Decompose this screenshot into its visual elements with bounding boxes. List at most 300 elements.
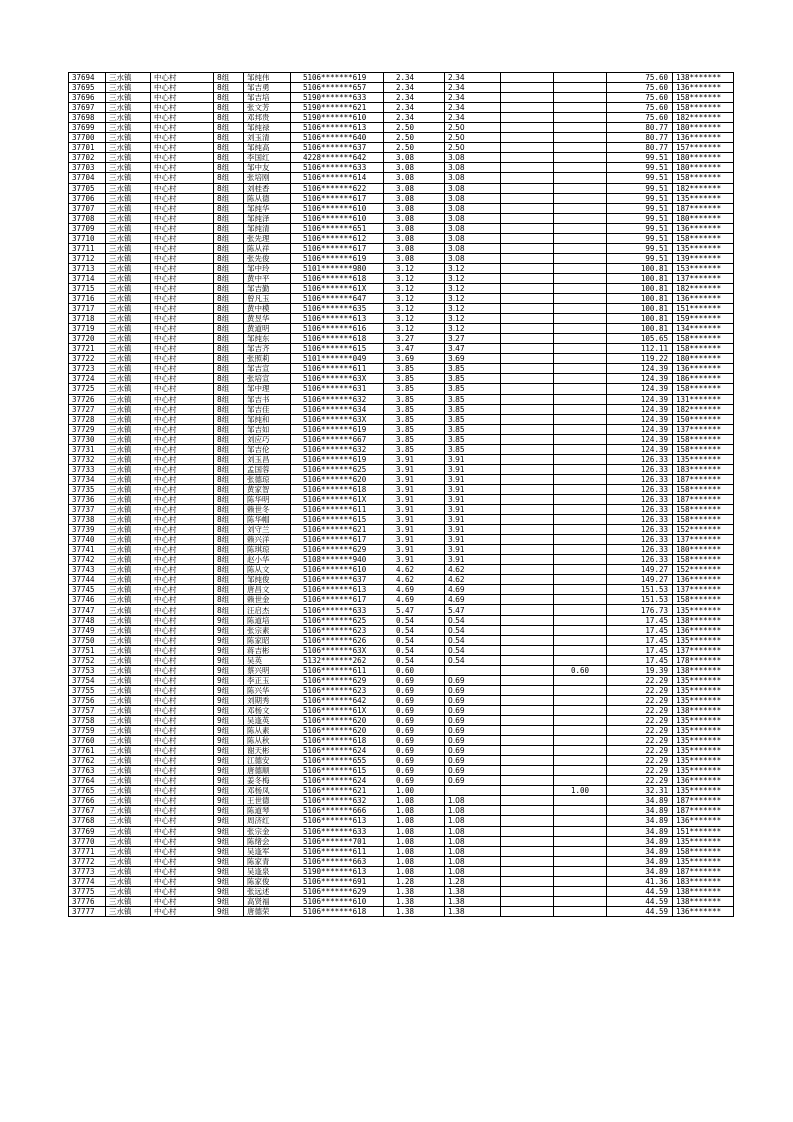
blank-cell bbox=[501, 133, 554, 143]
name-cell: 邹吉勇 bbox=[244, 83, 291, 93]
area1-cell: 1.08 bbox=[384, 866, 445, 876]
table-row bbox=[69, 113, 734, 123]
id-number-cell: 5106*******620 bbox=[291, 474, 384, 484]
extra-area-cell bbox=[554, 876, 607, 886]
extra-area-cell bbox=[554, 605, 607, 615]
phone-cell: 152******* bbox=[673, 565, 734, 575]
group-cell: 9组 bbox=[214, 836, 244, 846]
area1-cell: 3.85 bbox=[384, 424, 445, 434]
town-cell: 三水镇 bbox=[106, 906, 151, 916]
phone-cell: 152******* bbox=[673, 525, 734, 535]
town-cell: 三水镇 bbox=[106, 304, 151, 314]
area1-cell: 2.50 bbox=[384, 143, 445, 153]
area2-cell: 1.38 bbox=[445, 906, 501, 916]
village-cell: 中心村 bbox=[151, 324, 214, 334]
table-row bbox=[69, 535, 734, 545]
table-row bbox=[69, 344, 734, 354]
phone-cell: 138******* bbox=[673, 886, 734, 896]
table-row bbox=[69, 716, 734, 726]
phone-cell: 138******* bbox=[673, 705, 734, 715]
area1-cell: 3.08 bbox=[384, 233, 445, 243]
area2-cell bbox=[445, 786, 501, 796]
phone-cell: 158******* bbox=[673, 505, 734, 515]
village-cell: 中心村 bbox=[151, 123, 214, 133]
table-row bbox=[69, 143, 734, 153]
table-row bbox=[69, 283, 734, 293]
town-cell: 三水镇 bbox=[106, 565, 151, 575]
phone-cell: 135******* bbox=[673, 756, 734, 766]
row-number-cell: 37747 bbox=[69, 605, 106, 615]
area2-cell: 3.12 bbox=[445, 263, 501, 273]
town-cell: 三水镇 bbox=[106, 615, 151, 625]
village-cell: 中心村 bbox=[151, 746, 214, 756]
phone-cell: 135******* bbox=[673, 454, 734, 464]
row-number-cell: 37726 bbox=[69, 394, 106, 404]
id-number-cell: 5106*******667 bbox=[291, 434, 384, 444]
amount-cell: 126.33 bbox=[607, 474, 673, 484]
blank-cell bbox=[501, 384, 554, 394]
area1-cell: 1.08 bbox=[384, 816, 445, 826]
area1-cell: 0.69 bbox=[384, 675, 445, 685]
phone-cell: 135******* bbox=[673, 675, 734, 685]
village-cell: 中心村 bbox=[151, 515, 214, 525]
town-cell: 三水镇 bbox=[106, 736, 151, 746]
village-cell: 中心村 bbox=[151, 404, 214, 414]
phone-cell: 135******* bbox=[673, 685, 734, 695]
row-number-cell: 37760 bbox=[69, 736, 106, 746]
phone-cell: 135******* bbox=[673, 766, 734, 776]
amount-cell: 126.33 bbox=[607, 525, 673, 535]
table-row bbox=[69, 625, 734, 635]
phone-cell: 135******* bbox=[673, 193, 734, 203]
name-cell: 陈琪琼 bbox=[244, 545, 291, 555]
blank-cell bbox=[501, 173, 554, 183]
village-cell: 中心村 bbox=[151, 525, 214, 535]
id-number-cell: 5106*******613 bbox=[291, 816, 384, 826]
village-cell: 中心村 bbox=[151, 203, 214, 213]
blank-cell bbox=[501, 675, 554, 685]
town-cell: 三水镇 bbox=[106, 364, 151, 374]
name-cell: 赖世冬 bbox=[244, 505, 291, 515]
table-row bbox=[69, 826, 734, 836]
table-row bbox=[69, 565, 734, 575]
town-cell: 三水镇 bbox=[106, 153, 151, 163]
phone-cell: 150******* bbox=[673, 414, 734, 424]
row-number-cell: 37711 bbox=[69, 243, 106, 253]
name-cell: 邹纯清 bbox=[244, 223, 291, 233]
group-cell: 9组 bbox=[214, 705, 244, 715]
amount-cell: 99.51 bbox=[607, 183, 673, 193]
area1-cell: 2.50 bbox=[384, 123, 445, 133]
village-cell: 中心村 bbox=[151, 273, 214, 283]
area1-cell: 1.28 bbox=[384, 876, 445, 886]
extra-area-cell bbox=[554, 675, 607, 685]
village-cell: 中心村 bbox=[151, 575, 214, 585]
blank-cell bbox=[501, 394, 554, 404]
extra-area-cell bbox=[554, 645, 607, 655]
row-number-cell: 37697 bbox=[69, 103, 106, 113]
blank-cell bbox=[501, 324, 554, 334]
extra-area-cell bbox=[554, 283, 607, 293]
group-cell: 8组 bbox=[214, 444, 244, 454]
id-number-cell: 5106*******624 bbox=[291, 776, 384, 786]
row-number-cell: 37719 bbox=[69, 324, 106, 334]
id-number-cell: 5106*******616 bbox=[291, 324, 384, 334]
phone-cell: 183******* bbox=[673, 464, 734, 474]
village-cell: 中心村 bbox=[151, 374, 214, 384]
table-row bbox=[69, 314, 734, 324]
area2-cell: 3.08 bbox=[445, 183, 501, 193]
extra-area-cell bbox=[554, 253, 607, 263]
table-row bbox=[69, 685, 734, 695]
area2-cell: 3.08 bbox=[445, 193, 501, 203]
row-number-cell: 37695 bbox=[69, 83, 106, 93]
phone-cell: 187******* bbox=[673, 806, 734, 816]
town-cell: 三水镇 bbox=[106, 665, 151, 675]
blank-cell bbox=[501, 615, 554, 625]
id-number-cell: 5106*******617 bbox=[291, 595, 384, 605]
row-number-cell: 37735 bbox=[69, 484, 106, 494]
id-number-cell: 5106*******63X bbox=[291, 374, 384, 384]
table-row bbox=[69, 103, 734, 113]
extra-area-cell bbox=[554, 263, 607, 273]
area1-cell: 3.12 bbox=[384, 314, 445, 324]
village-cell: 中心村 bbox=[151, 304, 214, 314]
amount-cell: 149.27 bbox=[607, 565, 673, 575]
blank-cell bbox=[501, 474, 554, 484]
area2-cell: 3.12 bbox=[445, 294, 501, 304]
town-cell: 三水镇 bbox=[106, 515, 151, 525]
village-cell: 中心村 bbox=[151, 314, 214, 324]
phone-cell: 180******* bbox=[673, 163, 734, 173]
group-cell: 8组 bbox=[214, 515, 244, 525]
table-row bbox=[69, 233, 734, 243]
town-cell: 三水镇 bbox=[106, 585, 151, 595]
phone-cell: 158******* bbox=[673, 344, 734, 354]
area2-cell: 0.54 bbox=[445, 655, 501, 665]
extra-area-cell: 0.60 bbox=[554, 665, 607, 675]
phone-cell: 139******* bbox=[673, 253, 734, 263]
area1-cell: 0.69 bbox=[384, 716, 445, 726]
extra-area-cell bbox=[554, 133, 607, 143]
blank-cell bbox=[501, 314, 554, 324]
area1-cell: 3.08 bbox=[384, 183, 445, 193]
village-cell: 中心村 bbox=[151, 143, 214, 153]
id-number-cell: 5106*******635 bbox=[291, 304, 384, 314]
name-cell: 邹中友 bbox=[244, 163, 291, 173]
blank-cell bbox=[501, 836, 554, 846]
id-number-cell: 5190*******610 bbox=[291, 113, 384, 123]
row-number-cell: 37770 bbox=[69, 836, 106, 846]
town-cell: 三水镇 bbox=[106, 846, 151, 856]
row-number-cell: 37729 bbox=[69, 424, 106, 434]
id-number-cell: 5106*******626 bbox=[291, 635, 384, 645]
row-number-cell: 37769 bbox=[69, 826, 106, 836]
id-number-cell: 5106*******629 bbox=[291, 886, 384, 896]
town-cell: 三水镇 bbox=[106, 545, 151, 555]
area1-cell: 4.62 bbox=[384, 575, 445, 585]
area1-cell: 3.91 bbox=[384, 454, 445, 464]
extra-area-cell bbox=[554, 213, 607, 223]
area2-cell: 1.08 bbox=[445, 856, 501, 866]
village-cell: 中心村 bbox=[151, 886, 214, 896]
group-cell: 9组 bbox=[214, 766, 244, 776]
group-cell: 9组 bbox=[214, 695, 244, 705]
amount-cell: 99.51 bbox=[607, 163, 673, 173]
blank-cell bbox=[501, 464, 554, 474]
table-row bbox=[69, 796, 734, 806]
town-cell: 三水镇 bbox=[106, 374, 151, 384]
name-cell: 陈家青 bbox=[244, 856, 291, 866]
row-number-cell: 37754 bbox=[69, 675, 106, 685]
group-cell: 8组 bbox=[214, 83, 244, 93]
name-cell: 赖兴洋 bbox=[244, 535, 291, 545]
row-number-cell: 37765 bbox=[69, 786, 106, 796]
extra-area-cell bbox=[554, 414, 607, 424]
extra-area-cell bbox=[554, 545, 607, 555]
table-row bbox=[69, 896, 734, 906]
phone-cell: 135******* bbox=[673, 856, 734, 866]
town-cell: 三水镇 bbox=[106, 424, 151, 434]
row-number-cell: 37733 bbox=[69, 464, 106, 474]
amount-cell: 126.33 bbox=[607, 535, 673, 545]
area1-cell: 3.91 bbox=[384, 535, 445, 545]
area2-cell: 0.54 bbox=[445, 625, 501, 635]
row-number-cell: 37710 bbox=[69, 233, 106, 243]
town-cell: 三水镇 bbox=[106, 464, 151, 474]
id-number-cell: 5106*******637 bbox=[291, 143, 384, 153]
group-cell: 8组 bbox=[214, 414, 244, 424]
name-cell: 张宗金 bbox=[244, 826, 291, 836]
name-cell: 唐德顺 bbox=[244, 766, 291, 776]
town-cell: 三水镇 bbox=[106, 133, 151, 143]
table-row bbox=[69, 886, 734, 896]
town-cell: 三水镇 bbox=[106, 444, 151, 454]
area1-cell: 3.85 bbox=[384, 414, 445, 424]
id-number-cell: 5106*******612 bbox=[291, 233, 384, 243]
amount-cell: 17.45 bbox=[607, 645, 673, 655]
name-cell: 张宗素 bbox=[244, 625, 291, 635]
table-row bbox=[69, 304, 734, 314]
row-number-cell: 37699 bbox=[69, 123, 106, 133]
group-cell: 8组 bbox=[214, 133, 244, 143]
name-cell: 陈道琴 bbox=[244, 806, 291, 816]
village-cell: 中心村 bbox=[151, 484, 214, 494]
blank-cell bbox=[501, 243, 554, 253]
extra-area-cell bbox=[554, 374, 607, 384]
area2-cell: 4.62 bbox=[445, 575, 501, 585]
village-cell: 中心村 bbox=[151, 635, 214, 645]
phone-cell: 180******* bbox=[673, 545, 734, 555]
town-cell: 三水镇 bbox=[106, 334, 151, 344]
extra-area-cell bbox=[554, 816, 607, 826]
name-cell: 黄道明 bbox=[244, 324, 291, 334]
village-cell: 中心村 bbox=[151, 695, 214, 705]
blank-cell bbox=[501, 866, 554, 876]
village-cell: 中心村 bbox=[151, 705, 214, 715]
extra-area-cell bbox=[554, 685, 607, 695]
town-cell: 三水镇 bbox=[106, 263, 151, 273]
blank-cell bbox=[501, 595, 554, 605]
amount-cell: 80.77 bbox=[607, 133, 673, 143]
name-cell: 邹吉伦 bbox=[244, 444, 291, 454]
id-number-cell: 5106*******621 bbox=[291, 786, 384, 796]
area1-cell: 3.47 bbox=[384, 344, 445, 354]
area1-cell: 3.08 bbox=[384, 213, 445, 223]
town-cell: 三水镇 bbox=[106, 836, 151, 846]
extra-area-cell bbox=[554, 193, 607, 203]
table-row bbox=[69, 83, 734, 93]
phone-cell: 136******* bbox=[673, 776, 734, 786]
area1-cell: 3.08 bbox=[384, 223, 445, 233]
amount-cell: 126.33 bbox=[607, 484, 673, 494]
group-cell: 8组 bbox=[214, 223, 244, 233]
village-cell: 中心村 bbox=[151, 615, 214, 625]
row-number-cell: 37756 bbox=[69, 695, 106, 705]
area1-cell: 0.69 bbox=[384, 746, 445, 756]
id-number-cell: 5106*******663 bbox=[291, 856, 384, 866]
village-cell: 中心村 bbox=[151, 545, 214, 555]
phone-cell: 131******* bbox=[673, 394, 734, 404]
row-number-cell: 37777 bbox=[69, 906, 106, 916]
town-cell: 三水镇 bbox=[106, 746, 151, 756]
group-cell: 8组 bbox=[214, 505, 244, 515]
phone-cell: 180******* bbox=[673, 213, 734, 223]
row-number-cell: 37744 bbox=[69, 575, 106, 585]
extra-area-cell bbox=[554, 756, 607, 766]
name-cell: 王世德 bbox=[244, 796, 291, 806]
table-row bbox=[69, 545, 734, 555]
data-table bbox=[68, 72, 734, 917]
area2-cell: 1.08 bbox=[445, 816, 501, 826]
id-number-cell: 5106*******610 bbox=[291, 213, 384, 223]
village-cell: 中心村 bbox=[151, 133, 214, 143]
town-cell: 三水镇 bbox=[106, 314, 151, 324]
area2-cell: 3.69 bbox=[445, 354, 501, 364]
group-cell: 9组 bbox=[214, 665, 244, 675]
row-number-cell: 37740 bbox=[69, 535, 106, 545]
phone-cell: 183******* bbox=[673, 876, 734, 886]
area1-cell: 3.08 bbox=[384, 203, 445, 213]
amount-cell: 34.89 bbox=[607, 796, 673, 806]
amount-cell: 124.39 bbox=[607, 424, 673, 434]
amount-cell: 41.36 bbox=[607, 876, 673, 886]
area1-cell: 3.91 bbox=[384, 484, 445, 494]
table-row bbox=[69, 705, 734, 715]
id-number-cell: 5108*******940 bbox=[291, 555, 384, 565]
village-cell: 中心村 bbox=[151, 344, 214, 354]
area2-cell: 3.91 bbox=[445, 555, 501, 565]
id-number-cell: 5106*******625 bbox=[291, 464, 384, 474]
town-cell: 三水镇 bbox=[106, 93, 151, 103]
area2-cell: 3.85 bbox=[445, 414, 501, 424]
extra-area-cell bbox=[554, 716, 607, 726]
id-number-cell: 5106*******63X bbox=[291, 645, 384, 655]
town-cell: 三水镇 bbox=[106, 685, 151, 695]
area2-cell: 1.08 bbox=[445, 866, 501, 876]
blank-cell bbox=[501, 93, 554, 103]
name-cell: 吴逢泉 bbox=[244, 866, 291, 876]
table-row bbox=[69, 675, 734, 685]
amount-cell: 34.89 bbox=[607, 816, 673, 826]
name-cell: 吴逢军 bbox=[244, 846, 291, 856]
group-cell: 8组 bbox=[214, 163, 244, 173]
blank-cell bbox=[501, 816, 554, 826]
id-number-cell: 5106*******642 bbox=[291, 695, 384, 705]
blank-cell bbox=[501, 163, 554, 173]
table-row bbox=[69, 605, 734, 615]
extra-area-cell bbox=[554, 173, 607, 183]
area2-cell: 3.12 bbox=[445, 273, 501, 283]
blank-cell bbox=[501, 826, 554, 836]
extra-area-cell bbox=[554, 93, 607, 103]
amount-cell: 22.29 bbox=[607, 776, 673, 786]
blank-cell bbox=[501, 585, 554, 595]
amount-cell: 22.29 bbox=[607, 756, 673, 766]
table-row bbox=[69, 163, 734, 173]
blank-cell bbox=[501, 786, 554, 796]
blank-cell bbox=[501, 806, 554, 816]
extra-area-cell bbox=[554, 806, 607, 816]
town-cell: 三水镇 bbox=[106, 434, 151, 444]
group-cell: 8组 bbox=[214, 535, 244, 545]
blank-cell bbox=[501, 484, 554, 494]
group-cell: 8组 bbox=[214, 384, 244, 394]
extra-area-cell bbox=[554, 123, 607, 133]
area2-cell: 0.69 bbox=[445, 736, 501, 746]
group-cell: 9组 bbox=[214, 896, 244, 906]
group-cell: 8组 bbox=[214, 575, 244, 585]
area1-cell: 0.69 bbox=[384, 685, 445, 695]
row-number-cell: 37738 bbox=[69, 515, 106, 525]
village-cell: 中心村 bbox=[151, 394, 214, 404]
village-cell: 中心村 bbox=[151, 263, 214, 273]
group-cell: 8组 bbox=[214, 605, 244, 615]
blank-cell bbox=[501, 294, 554, 304]
id-number-cell: 5190*******633 bbox=[291, 93, 384, 103]
extra-area-cell bbox=[554, 565, 607, 575]
id-number-cell: 5106*******633 bbox=[291, 605, 384, 615]
phone-cell: 135******* bbox=[673, 836, 734, 846]
table-row bbox=[69, 635, 734, 645]
area2-cell: 0.69 bbox=[445, 766, 501, 776]
phone-cell: 137******* bbox=[673, 535, 734, 545]
extra-area-cell bbox=[554, 474, 607, 484]
town-cell: 三水镇 bbox=[106, 454, 151, 464]
name-cell: 邹纯俊 bbox=[244, 575, 291, 585]
area1-cell: 1.08 bbox=[384, 826, 445, 836]
area1-cell: 1.08 bbox=[384, 806, 445, 816]
village-cell: 中心村 bbox=[151, 736, 214, 746]
extra-area-cell bbox=[554, 856, 607, 866]
town-cell: 三水镇 bbox=[106, 505, 151, 515]
town-cell: 三水镇 bbox=[106, 776, 151, 786]
phone-cell: 151******* bbox=[673, 826, 734, 836]
extra-area-cell bbox=[554, 273, 607, 283]
name-cell: 吴逢英 bbox=[244, 716, 291, 726]
name-cell: 陈华明 bbox=[244, 494, 291, 504]
table-row bbox=[69, 776, 734, 786]
area1-cell: 0.69 bbox=[384, 736, 445, 746]
group-cell: 9组 bbox=[214, 655, 244, 665]
table-row bbox=[69, 484, 734, 494]
extra-area-cell bbox=[554, 354, 607, 364]
town-cell: 三水镇 bbox=[106, 494, 151, 504]
extra-area-cell bbox=[554, 846, 607, 856]
amount-cell: 149.27 bbox=[607, 575, 673, 585]
id-number-cell: 5106*******629 bbox=[291, 675, 384, 685]
extra-area-cell bbox=[554, 886, 607, 896]
